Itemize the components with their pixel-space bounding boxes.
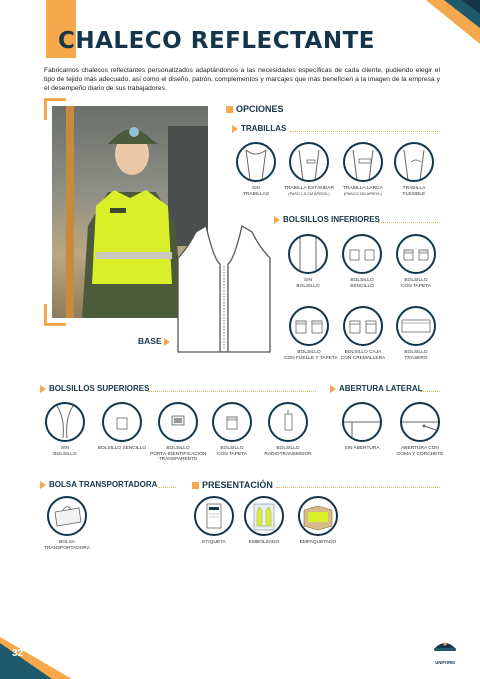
option-circle — [236, 142, 276, 182]
option-circle — [212, 402, 252, 442]
corner-decoration-top-right — [400, 0, 480, 60]
option-circle — [244, 496, 284, 536]
dotted-divider — [420, 391, 440, 392]
option-circle — [342, 234, 382, 274]
option-circle — [289, 142, 329, 182]
dotted-divider — [378, 222, 440, 223]
option-abertura-goma-corchete: ABERTURA CON GOMA Y CORCHETE — [392, 402, 448, 457]
option-bolsillo-fuelle-tapeta: BOLSILLO CON FUELLE Y TAPETA — [284, 306, 334, 361]
option-circle — [194, 496, 234, 536]
intro-paragraph: Fabricamos chalecos reflectantes personalizados adaptándonos a las necesidades específicas de cada cliente, pudiendo elegir el tipo de tejido más adecuado, así como el diseño, patrón, complementos y marcajes que más beneficien a la imagen de la empresa y el desempeño diario de sus trabajadores. — [44, 67, 440, 93]
option-bolsillo-trasero: BOLSILLO TRASERO — [392, 306, 440, 361]
dotted-divider — [148, 391, 316, 392]
option-circle — [45, 402, 85, 442]
option-circle — [342, 402, 382, 442]
arrow-right-icon — [40, 481, 46, 489]
option-circle — [343, 306, 383, 346]
page-title: CHALECO REFLECTANTE — [58, 28, 375, 54]
option-circle — [396, 306, 436, 346]
option-bolsillo-radiotransmisor: BOLSILLO RADIOTRANSMISOR — [262, 402, 314, 457]
option-circle — [102, 402, 142, 442]
brand-logo: UNIFORM — [432, 638, 458, 665]
page-number: 32 — [12, 648, 24, 659]
option-bolsillo-sencillo-inferior: BOLSILLO SENCILLO — [338, 234, 386, 289]
option-circle — [396, 234, 436, 274]
option-etiqueta: ETIQUETA — [192, 496, 236, 546]
arrow-right-icon — [330, 385, 336, 393]
section-bolsa-transportadora-title: BOLSA TRANSPORTADORA — [40, 480, 157, 489]
option-circle — [158, 402, 198, 442]
option-sin-trabillas: SIN TRABILLAS — [232, 142, 280, 197]
option-circle — [47, 496, 87, 536]
arrow-right-icon — [232, 125, 238, 133]
option-circle — [343, 142, 383, 182]
option-bolsillo-caja-cremallera: BOLSILLO CAJA CON CREMALLERA — [338, 306, 388, 361]
base-vest-illustration — [174, 224, 274, 358]
option-trabilla-estandar: TRABILLA ESTÁNDAR (PASO 1,5 CM APROX.) — [284, 142, 334, 197]
section-presentacion-title: PRESENTACIÓN — [192, 480, 273, 490]
option-sin-bolsillo-superior: SIN BOLSILLO — [40, 402, 90, 457]
option-trabilla-flexible: TRABILLA FLEXIBLE — [392, 142, 436, 197]
option-circle — [288, 234, 328, 274]
section-bolsillos-superiores-title: BOLSILLOS SUPERIORES — [40, 384, 149, 393]
option-bolsillo-con-tapeta-superior: BOLSILLO CON TAPETA — [208, 402, 256, 457]
dotted-divider — [290, 131, 440, 132]
option-circle — [289, 306, 329, 346]
section-abertura-lateral-title: ABERTURA LATERAL — [330, 384, 423, 393]
arrow-right-icon — [164, 338, 170, 346]
option-bolsa-transportadora: BOLSA TRANSPORTADORA — [40, 496, 94, 551]
dotted-divider — [158, 487, 176, 488]
arrow-right-icon — [40, 385, 46, 393]
arrow-right-icon — [274, 216, 280, 224]
subsection-trabillas-title: TRABILLAS — [232, 124, 286, 133]
dotted-divider — [276, 487, 440, 488]
option-empaquetado: EMPAQUETADO — [292, 496, 344, 546]
option-bolsillo-con-tapeta-inferior: BOLSILLO CON TAPETA — [392, 234, 440, 289]
option-embolsado: EMBOLSADO — [240, 496, 288, 546]
option-sin-abertura: SIN ABERTURA — [338, 402, 386, 452]
section-opciones-title: OPCIONES — [226, 104, 284, 114]
subsection-bolsillos-inferiores-title: BOLSILLOS INFERIORES — [274, 215, 380, 224]
square-bullet-icon — [192, 482, 199, 489]
option-bolsillo-sencillo-superior: BOLSILLO SENCILLO — [96, 402, 148, 452]
option-bolsillo-porta-identificacion: BOLSILLO PORTA-IDENTIFICACIÓN TRANSPARENTE — [150, 402, 206, 463]
option-circle — [268, 402, 308, 442]
square-bullet-icon — [226, 106, 233, 113]
option-circle — [400, 402, 440, 442]
cap-logo-icon — [432, 638, 458, 654]
option-sin-bolsillo-inferior: SIN BOLSILLO — [284, 234, 332, 289]
option-trabilla-larga: TRABILLA LARGA (PASO 5 CM APROX.) — [338, 142, 388, 197]
option-circle — [394, 142, 434, 182]
option-circle — [298, 496, 338, 536]
base-label: BASE — [138, 336, 170, 346]
